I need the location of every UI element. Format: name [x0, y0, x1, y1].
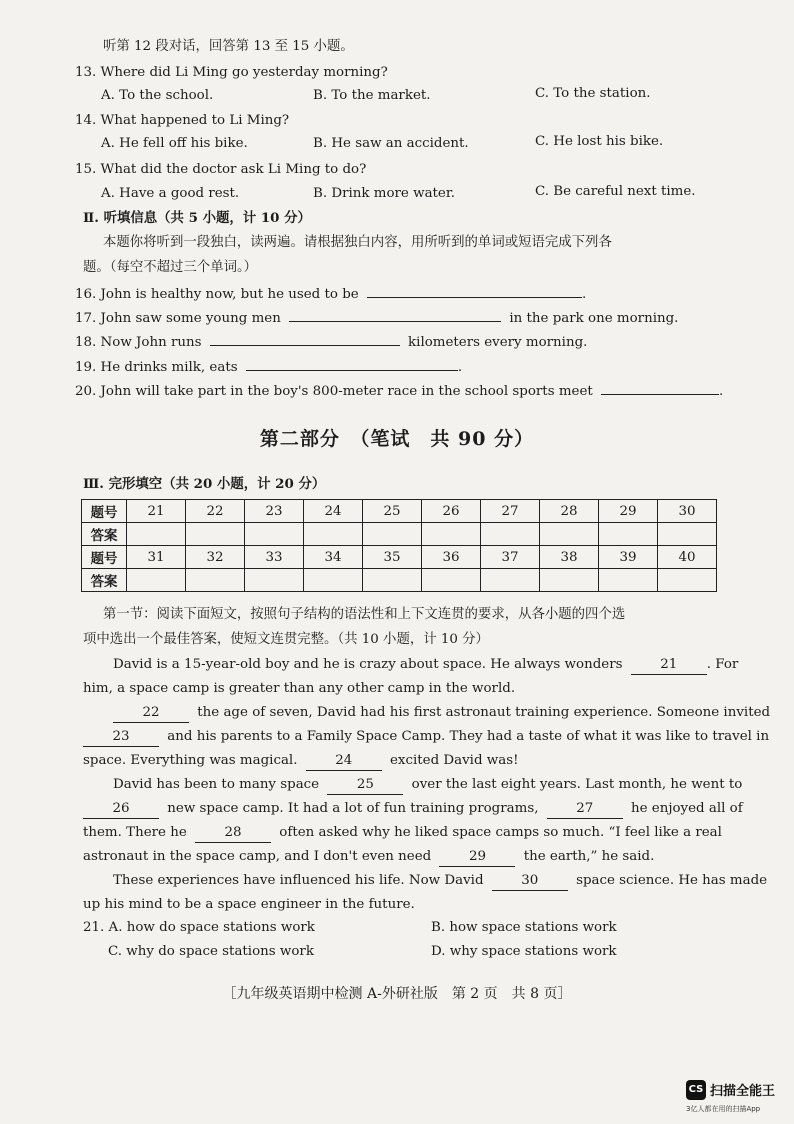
table-num-cell: 24 [304, 500, 363, 523]
answer-cell[interactable] [186, 523, 245, 546]
answer-cell[interactable] [422, 569, 481, 592]
gap-21[interactable]: 21 [631, 656, 707, 675]
answer-cell[interactable] [363, 523, 422, 546]
table-num-cell: 25 [363, 500, 422, 523]
passage-line: 23 and his parents to a Family Space Camp. They had a taste of what it was like to travel in [83, 728, 769, 747]
passage-line: 22 the age of seven, David had his first astronaut training experience. Someone invited [113, 704, 770, 723]
table-num-cell: 23 [245, 500, 304, 523]
table-num-cell: 28 [540, 500, 599, 523]
listening-intro: 听第 12 段对话，回答第 13 至 15 小题。 [103, 39, 354, 54]
q21-option-b: B. how space stations work [431, 920, 617, 935]
gap-30[interactable]: 30 [492, 872, 568, 891]
table-label-ans: 答案 [82, 569, 127, 592]
answer-cell[interactable] [599, 569, 658, 592]
answer-blank-16[interactable] [367, 283, 582, 298]
answer-cell[interactable] [481, 523, 540, 546]
gap-25[interactable]: 25 [327, 776, 403, 795]
table-num-cell: 30 [658, 500, 717, 523]
answer-cell[interactable] [127, 569, 186, 592]
q13-option-c: C. To the station. [535, 86, 651, 101]
table-label-num: 题号 [82, 546, 127, 569]
answer-blank-18[interactable] [210, 331, 400, 346]
table-num-cell: 21 [127, 500, 186, 523]
table-num-cell: 36 [422, 546, 481, 569]
answer-blank-20[interactable] [601, 380, 719, 395]
question-18: 18. Now John runs kilometers every morning. [75, 331, 587, 352]
section2-instruction-1: 本题你将听到一段独白，读两遍。请根据独白内容，用所听到的单词或短语完成下列各 [103, 235, 612, 250]
passage-line: him, a space camp is greater than any other camp in the world. [83, 681, 516, 696]
q14-option-a: A. He fell off his bike. [101, 136, 248, 151]
gap-26[interactable]: 26 [83, 800, 159, 819]
q14-option-b: B. He saw an accident. [313, 136, 469, 151]
q13-option-a: A. To the school. [101, 88, 214, 103]
table-num-cell: 35 [363, 546, 422, 569]
passage-line: David has been to many space 25 over the last eight years. Last month, he went to [113, 776, 742, 795]
q14-option-c: C. He lost his bike. [535, 134, 664, 149]
table-num-cell: 32 [186, 546, 245, 569]
scanner-logo-icon: CS [686, 1080, 706, 1100]
answer-cell[interactable] [245, 523, 304, 546]
table-num-cell: 33 [245, 546, 304, 569]
question-19: 19. He drinks milk, eats . [75, 356, 462, 377]
answer-cell[interactable] [363, 569, 422, 592]
gap-22[interactable]: 22 [113, 704, 189, 723]
section3-instruction-2: 项中选出一个最佳答案，使短文连贯完整。（共 10 小题，计 10 分） [83, 632, 489, 647]
page-footer: ［九年级英语期中检测 A-外研社版 第 2 页 共 8 页］ [222, 986, 572, 1002]
answer-cell[interactable] [481, 569, 540, 592]
gap-23[interactable]: 23 [83, 728, 159, 747]
question-16: 16. John is healthy now, but he used to be . [75, 283, 586, 304]
question-15: 15. What did the doctor ask Li Ming to do? [75, 162, 367, 177]
answer-cell[interactable] [186, 569, 245, 592]
answer-cell[interactable] [304, 569, 363, 592]
answer-blank-17[interactable] [289, 307, 501, 322]
passage-line: up his mind to be a space engineer in the future. [83, 897, 415, 912]
gap-27[interactable]: 27 [547, 800, 623, 819]
q13-option-b: B. To the market. [313, 88, 431, 103]
question-14: 14. What happened to Li Ming? [75, 113, 290, 128]
section2-instruction-2: 题。（每空不超过三个单词。） [83, 260, 258, 275]
answer-cell[interactable] [599, 523, 658, 546]
table-num-cell: 37 [481, 546, 540, 569]
answer-cell[interactable] [422, 523, 481, 546]
table-num-cell: 22 [186, 500, 245, 523]
section3-heading: Ⅲ. 完形填空（共 20 小题，计 20 分） [83, 476, 326, 492]
table-num-cell: 26 [422, 500, 481, 523]
table-num-cell: 29 [599, 500, 658, 523]
q15-option-a: A. Have a good rest. [101, 186, 240, 201]
table-num-cell: 38 [540, 546, 599, 569]
passage-line: David is a 15-year-old boy and he is crazy about space. He always wonders 21 . For [113, 656, 738, 675]
scanner-logo-name: 扫描全能王 [710, 1084, 776, 1099]
table-num-cell: 40 [658, 546, 717, 569]
answer-blank-19[interactable] [246, 356, 458, 371]
gap-24[interactable]: 24 [306, 752, 382, 771]
passage-line: These experiences have influenced his life. Now David 30 space science. He has made [113, 872, 767, 891]
section2-heading: Ⅱ. 听填信息（共 5 小题，计 10 分） [83, 210, 311, 226]
table-label-num: 题号 [82, 500, 127, 523]
gap-28[interactable]: 28 [195, 824, 271, 843]
passage-line: space. Everything was magical. 24 excited David was! [83, 752, 519, 771]
answer-cell[interactable] [127, 523, 186, 546]
passage-line: them. There he 28 often asked why he liked space camps so much. “I feel like a real [83, 824, 722, 843]
answer-cell[interactable] [540, 523, 599, 546]
passage-line: 26 new space camp. It had a lot of fun training programs, 27 he enjoyed all of [83, 800, 743, 819]
table-num-cell: 27 [481, 500, 540, 523]
q21-option-d: D. why space stations work [431, 944, 617, 959]
table-label-ans: 答案 [82, 523, 127, 546]
question-17: 17. John saw some young men in the park one morning. [75, 307, 678, 328]
passage-line: astronaut in the space camp, and I don't even need 29 the earth,” he said. [83, 848, 654, 867]
q15-option-b: B. Drink more water. [313, 186, 456, 201]
answer-cell[interactable] [304, 523, 363, 546]
q21-option-c: C. why do space stations work [108, 944, 314, 959]
table-num-cell: 34 [304, 546, 363, 569]
answer-cell[interactable] [658, 569, 717, 592]
answer-cell[interactable] [540, 569, 599, 592]
question-13: 13. Where did Li Ming go yesterday morning? [75, 65, 388, 80]
q21-option-a: 21. A. how do space stations work [83, 920, 315, 935]
table-num-cell: 39 [599, 546, 658, 569]
part2-title: 第二部分 （笔试 共 90 分） [259, 428, 535, 450]
answer-cell[interactable] [245, 569, 304, 592]
question-20: 20. John will take part in the boy's 800-meter race in the school sports meet . [75, 380, 723, 401]
scanner-logo-tagline: 3亿人都在用的扫描App [686, 1105, 761, 1113]
gap-29[interactable]: 29 [439, 848, 515, 867]
section3-instruction-1: 第一节：阅读下面短文，按照句子结构的语法性和上下文连贯的要求，从各小题的四个选 [103, 607, 626, 622]
table-num-cell: 31 [127, 546, 186, 569]
q15-option-c: C. Be careful next time. [535, 184, 696, 199]
answer-table [81, 499, 717, 592]
answer-cell[interactable] [658, 523, 717, 546]
